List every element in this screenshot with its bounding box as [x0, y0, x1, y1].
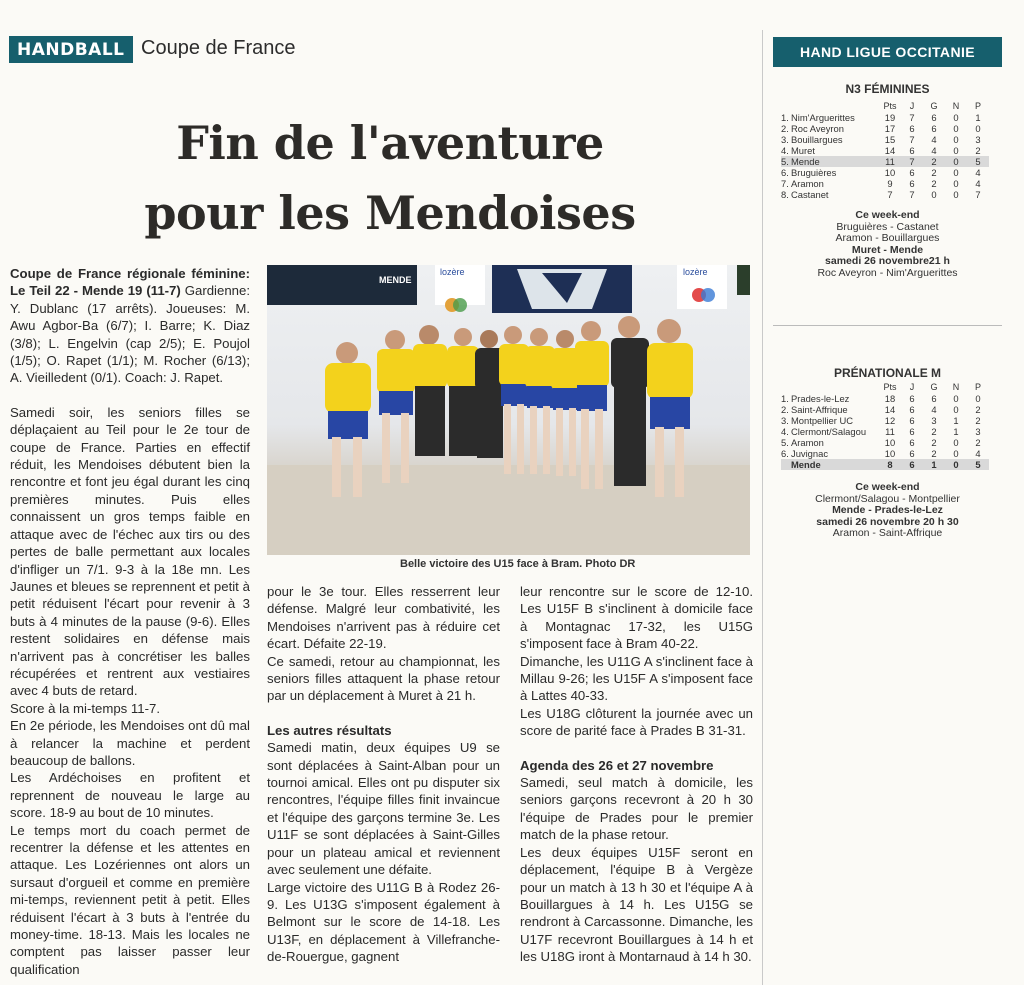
- table-row-highlighted: 5. Mende 11 7 2 0 5: [781, 156, 989, 167]
- table-row: 3. Bouillargues 15 7 4 0 3: [781, 134, 981, 145]
- weekend-title: Ce week-end: [855, 481, 920, 493]
- paragraph: Les deux équipes U15F seront en déplacement, l'équipe B à Vergèze pour un match à 13 h 30 et l'équipe A à Bouillargues à 14 h. Les U15G se rendront à Carcassonne. Dimanche, les U17F recevront Bouillargues à 14 h et les U18G iront à Montarnaud à 14 h 30.: [520, 844, 753, 965]
- fixture-time: samedi 26 novembre21 h: [825, 255, 950, 267]
- subheading: Agenda des 26 et 27 novembre: [520, 757, 714, 773]
- article-headline: [100, 108, 680, 248]
- fixture: Aramon - Bouillargues: [835, 232, 940, 244]
- table-row: 2. Roc Aveyron 17 6 6 0 0: [781, 123, 981, 134]
- article-column-2: [267, 583, 500, 966]
- paragraph: leur rencontre sur le score de 12-10. Les U15F B s'inclinent à domicile face à Montagnac 17-32, les U15G s'imposent face à Bram 40-22.: [520, 584, 753, 652]
- header-cell: Pts: [883, 101, 897, 111]
- table-row: 3. Montpellier UC 12 6 3 1 2: [781, 415, 981, 426]
- table-row: 6. Bruguières 10 6 2 0 4: [781, 167, 981, 178]
- paragraph: Dimanche, les U11G A s'inclinent face à Millau 9-26; les U15F A s'imposent face à Lattes 40-33.: [520, 653, 753, 704]
- table-row: 5. Aramon 10 6 2 0 2: [781, 437, 981, 448]
- table-row: 1. Nim'Arguerittes 19 7 6 0 1: [781, 112, 981, 123]
- paragraph: Large victoire des U11G B à Rodez 26-9. Les U13G s'imposent également à Belmont sur le score de 14-18. Les U13F, en déplacement à Villefranche-de-Rouergue, gagnent: [267, 879, 500, 965]
- table-row: 7. Aramon 9 6 2 0 4: [781, 178, 981, 189]
- table-row: 2. Saint-Affrique 14 6 4 0 2: [781, 404, 981, 415]
- standings-table-n3: [781, 101, 989, 200]
- fixture: Bruguières - Castanet: [836, 220, 939, 233]
- fixture-time: samedi 26 novembre 20 h 30: [816, 515, 959, 528]
- header-cell: P: [974, 101, 981, 111]
- headline-line-1: Fin de l'aventure: [176, 116, 604, 170]
- sidebar-title: HAND LIGUE OCCITANIE: [773, 37, 1002, 67]
- team-photo: [267, 265, 750, 555]
- paragraph: Score à la mi-temps 11-7.: [10, 700, 161, 716]
- lineup-text: Gardienne: Y. Dublanc (17 arrêts). Joueuses: M. Awu Agbor-Ba (6/7); I. Barre; K. Diaz (3/8); L. Engelvin (cap 2/5); E. Poujol (1/5); O. Rapet (1/1); M. Rocher (6/13); A. Vieilledent (0/1). Coach: J. Rapet.: [10, 283, 250, 386]
- weekend-title: Ce week-end: [855, 209, 920, 221]
- article-column-3: [520, 583, 753, 966]
- column-divider: [762, 30, 763, 985]
- header-cell: N: [952, 101, 960, 111]
- weekend-fixtures-prenat: [773, 482, 1002, 540]
- table-row: 1. Prades-le-Lez 18 6 6 0 0: [781, 393, 981, 404]
- header-cell: Pts: [883, 382, 897, 392]
- fixture-highlighted: Mende - Prades-le-Lez: [832, 504, 943, 516]
- paragraph: Samedi soir, les seniors filles se déplaçaient au Teil pour le 2e tour de coupe de France. Parties en effectif réduit, les Mendoises débutent bien la rencontre et font jeu égal durant les cinq premières minutes. Puis elles connaissent un gros temps faible en attaque avec de l'échec aux tirs ou des pertes de balle permettant aux locales d'infliger un 7/1. 9-3 à la 18e mn. Les Jaunes et bleues se reprennent et petit à petit réduisent l'écart pour revenir à 3 buts à 4 minutes de la pause (9-6). Elles restent solidaires en défense mais n'arrivent pas à concrétiser les balles récupérées et rentrent aux vestiaires avec 4 buts de retard.: [10, 404, 250, 699]
- table-row: 4. Clermont/Salagou 11 6 2 1 3: [781, 426, 981, 437]
- paragraph: Les Ardéchoises en profitent et reprennent de nouveau le large au score. 18-9 au bout de 10 minutes.: [10, 770, 250, 821]
- paragraph: Les U18G clôturent la journée avec un score de parité face à Prades B 31-31.: [520, 705, 753, 739]
- table-header: [781, 101, 989, 112]
- header-cell: G: [930, 382, 938, 392]
- result-summary: [10, 265, 250, 387]
- table-row: 6. Juvignac 10 6 2 0 4: [781, 448, 981, 459]
- table-row-highlighted: Mende 8 6 1 0 5: [781, 459, 989, 470]
- paragraph: Le temps mort du coach permet de recentrer la défense et les attentes en attaque. Les Lozériennes ont alors un sursaut d'orgueil et comme en première mi-temps, reviennent petit à petit. Elles réduisent l'écart à 3 buts à l'entrée du money-time. 18-13. Mais les locales ne comptent pas laisser passer leur qualification: [10, 822, 250, 977]
- article-column-1: [10, 265, 250, 978]
- league-title-prenat: PRÉNATIONALE M: [833, 366, 942, 380]
- paragraph: En 2e période, les Mendoises ont dû mal à relancer la machine et perdent beaucoup de ballons.: [10, 718, 250, 768]
- sidebar-separator: [773, 325, 1002, 326]
- section-label: Coupe de France: [141, 37, 296, 59]
- section-tag: HANDBALL: [9, 36, 133, 63]
- paragraph: Samedi matin, deux équipes U9 se sont déplacées à Saint-Alban pour un tournoi amical. Elles ont pu disputer six rencontres, l'équipe filles finit invaincue et l'équipe des garçons termine 3e. Les U11F se sont déplacées à Saint-Gilles pour un plateau amical et reviennent avec seulement une défaite.: [267, 740, 500, 878]
- sponsor-text: lozère: [683, 267, 708, 277]
- paragraph: Ce samedi, retour au championnat, les seniors filles attaquent la phase retour par un déplacement à Muret à 21 h.: [267, 653, 500, 704]
- headline-line-2: pour les Mendoises: [144, 186, 636, 240]
- league-title-n3: N3 FÉMININES: [845, 82, 930, 96]
- fixture: Clermont/Salagou - Montpellier: [815, 492, 960, 505]
- fixture-highlighted: Muret - Mende: [851, 243, 924, 256]
- table-row: 4. Muret 14 6 4 0 2: [781, 145, 981, 156]
- paragraph: Samedi, seul match à domicile, les seniors garçons recevront à 20 h 30 l'équipe de Prades pour le premier match de la phase retour.: [520, 775, 753, 843]
- header-cell: J: [909, 101, 915, 111]
- header-cell: G: [930, 101, 938, 111]
- subheading: Les autres résultats: [267, 722, 392, 738]
- fixture: Aramon - Saint-Affrique: [832, 527, 943, 539]
- result-lead: Coupe de France régionale féminine: Le Teil 22 - Mende 19 (11-7): [10, 266, 250, 299]
- photo-caption: Belle victoire des U15 face à Bram. Photo DR: [400, 558, 636, 570]
- fixture: Roc Aveyron - Nim'Arguerittes: [817, 266, 958, 279]
- table-header: [781, 382, 989, 393]
- header-cell: J: [909, 382, 915, 392]
- weekend-fixtures-n3: [773, 210, 1002, 279]
- sponsor-text: lozère: [440, 267, 465, 277]
- header-cell: P: [974, 382, 981, 392]
- standings-table-prenat: [781, 382, 989, 470]
- table-row: 8. Castanet 7 7 0 0 7: [781, 189, 981, 200]
- banner-text: MENDE: [379, 275, 412, 285]
- header-cell: N: [952, 382, 960, 392]
- paragraph: pour le 3e tour. Elles resserrent leur défense. Malgré leur combativité, les Mendoises n'arrivent pas à réduire cet écart. Défaite 22-19.: [267, 584, 500, 652]
